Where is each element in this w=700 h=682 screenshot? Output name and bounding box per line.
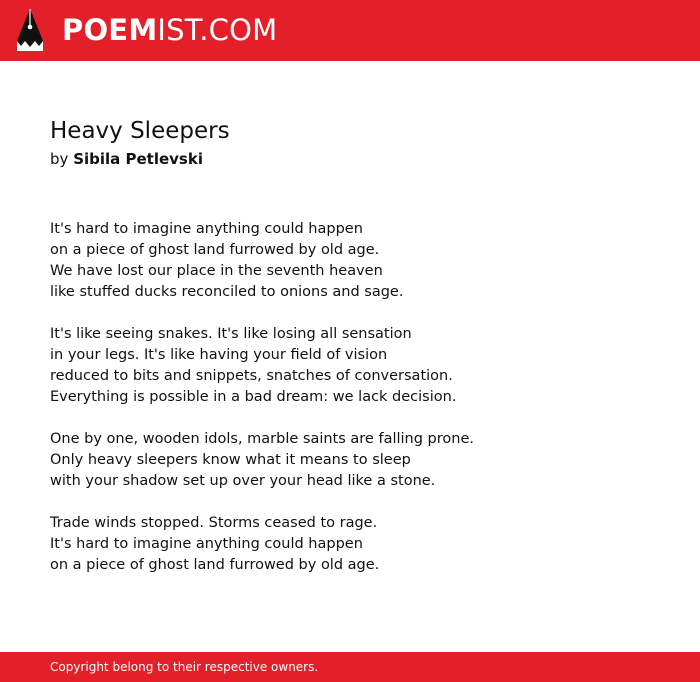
site-footer [0,652,700,682]
stanza [50,429,670,492]
site-header [0,0,700,61]
poem-line: like stuffed ducks reconciled to onions and sage. [50,284,404,300]
poem-line: in your legs. It's like having your field of vision [50,347,388,363]
byline-prefix: by [50,150,69,168]
poem-content [50,116,670,597]
poem-line: We have lost our place in the seventh heaven [50,263,383,279]
poem-line: Trade winds stopped. Storms ceased to rage. [50,515,378,531]
logo-light-text: IST.COM [157,13,278,47]
poem-line: Only heavy sleepers know what it means to sleep [50,452,411,468]
poem-body [50,219,670,576]
pencil-tip-icon[interactable] [17,9,43,51]
poem-line: on a piece of ghost land furrowed by old age. [50,242,380,258]
stanza [50,324,670,408]
poem-line: reduced to bits and snippets, snatches of conversation. [50,368,453,384]
poem-byline [50,149,670,169]
copyright-notice: Copyright belong to their respective owners. [50,660,319,674]
poem-line: It's hard to imagine anything could happen [50,536,363,552]
author-name[interactable]: Sibila Petlevski [73,150,203,168]
poem-line: Everything is possible in a bad dream: we lack decision. [50,389,457,405]
logo-bold-text: POEM [62,13,158,47]
poem-line: with your shadow set up over your head like a stone. [50,473,436,489]
stanza [50,513,670,576]
poem-title: Heavy Sleepers [50,118,230,144]
stanza [50,219,670,303]
poem-line: It's hard to imagine anything could happen [50,221,363,237]
poem-line: One by one, wooden idols, marble saints are falling prone. [50,431,474,447]
site-logo[interactable] [62,12,277,48]
poem-line: It's like seeing snakes. It's like losing all sensation [50,326,412,342]
poem-line: on a piece of ghost land furrowed by old age. [50,557,380,573]
